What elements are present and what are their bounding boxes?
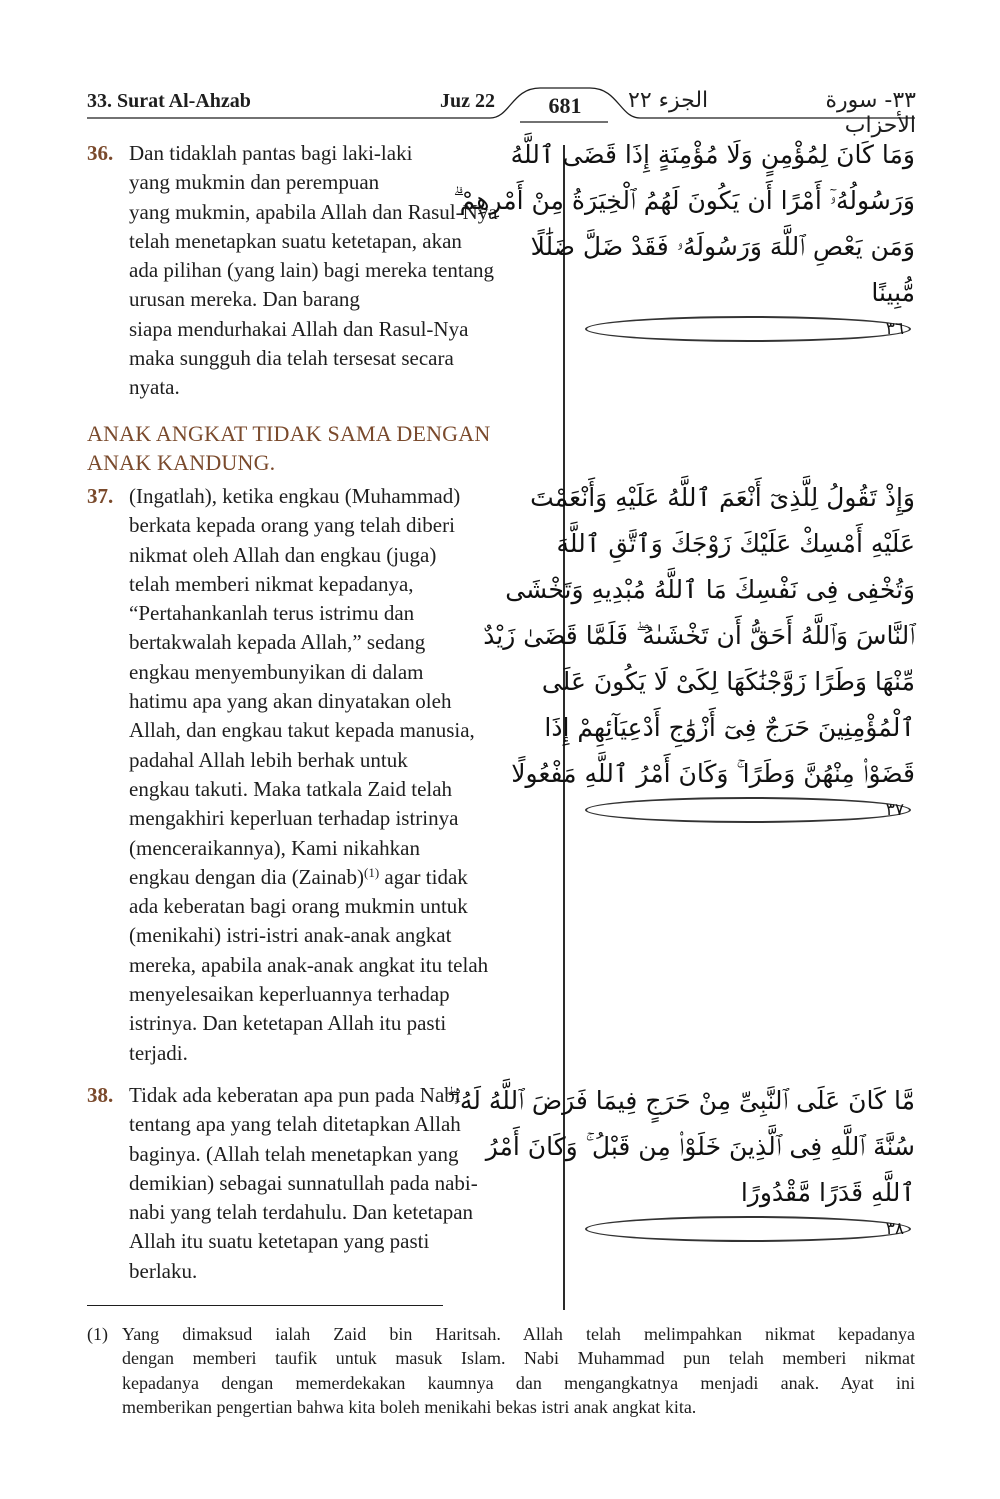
verse-line: Tidak ada keberatan apa pun pada Nabi — [129, 1083, 461, 1107]
arabic-line: وَرَسُولُهُۥٓ أَمْرًا أَن يَكُونَ لَهُمُ ٱلْخِيَرَةُ مِنْ أَمْرِهِمْ ۗ — [453, 186, 915, 215]
verse-line: Allah itu suatu ketetapan yang pasti — [129, 1229, 430, 1254]
section-heading — [87, 419, 557, 477]
verse-line: menyelesaikan keperluannya terhadap — [129, 982, 450, 1007]
verse-line: mereka, apabila anak-anak angkat itu telah — [129, 952, 489, 977]
verse-line: nyata. — [129, 375, 180, 400]
arabic-line: مَّا كَانَ عَلَى ٱلنَّبِىِّ مِنْ حَرَجٍ فِيمَا فَرَضَ ٱللَّهُ لَهُۥ ۖ — [447, 1086, 915, 1115]
arabic-line: ٱلنَّاسَ وَٱللَّهُ أَحَقُّ أَن تَخْشَىٰهُ ۖ فَلَمَّا قَضَىٰ زَيْدٌ — [483, 621, 915, 650]
verse-line-with-footnote — [129, 863, 562, 892]
arabic-line-final — [511, 751, 915, 823]
verse-line: bertakwalah kepada Allah,” sedang — [129, 630, 426, 655]
footnote-line: dengan memberi taufik untuk masuk Islam. Nabi Muhammad pun telah memberi nikmat — [122, 1348, 915, 1369]
footnote-text — [122, 1322, 915, 1419]
page-number: 681 — [548, 93, 582, 118]
arabic-line: وَمَا كَانَ لِمُؤْمِنٍ وَلَا مُؤْمِنَةٍ إِذَا قَضَى ٱللَّهُ — [510, 140, 915, 169]
verse-line: berlaku. — [129, 1258, 198, 1283]
verse-line: urusan mereka. Dan barang — [129, 287, 360, 312]
verse-line: (menceraikannya), Kami nikahkan — [129, 835, 420, 860]
verse-line: baginya. (Allah telah menetapkan yang — [129, 1141, 459, 1166]
footnote-marker: (1) — [87, 1324, 108, 1344]
verse-line: mengakhiri keperluan terhadap istrinya — [129, 806, 459, 831]
arabic-line: ٱللَّهِ قَدَرًا مَّقْدُورًا — [740, 1178, 915, 1207]
arabic-line: مُّبِينًا — [871, 278, 915, 307]
verse-line: padahal Allah lebih berhak untuk — [129, 747, 408, 772]
verse-38-arabic — [447, 1078, 915, 1242]
ayah-end-marker: ٣٨ — [585, 1216, 911, 1242]
verse-line: Dan tidaklah pantas bagi laki-laki — [129, 141, 413, 165]
arabic-line: ٱلْمُؤْمِنِينَ حَرَجٌ فِىٓ أَزْوَٰجِ أَدْعِيَآئِهِمْ إِذَا — [544, 713, 915, 742]
verse-line: (menikahi) istri-istri anak-anak angkat — [129, 923, 452, 948]
arabic-line: وَمَن يَعْصِ ٱللَّهَ وَرَسُولَهُۥ فَقَدْ ضَلَّ ضَلَٰلًا — [530, 232, 915, 261]
verse-line: “Pertahankanlah terus istrimu dan — [129, 601, 415, 626]
ayah-end-marker: ٣٧ — [585, 797, 911, 823]
footnote-line: Yang dimaksud ialah Zaid bin Haritsah. Allah telah melimpahkan nikmat kepadanya — [122, 1324, 915, 1344]
footnote-rule — [87, 1305, 443, 1306]
footnote-reference[interactable]: (1) — [363, 864, 380, 880]
surah-title-latin: 33. Surat Al-Ahzab — [87, 90, 251, 112]
arabic-line: مِّنْهَا وَطَرًا زَوَّجْنَٰكَهَا لِكَىْ لَا يَكُونَ عَلَى — [541, 667, 915, 696]
arabic-line: وَإِذْ تَقُولُ لِلَّذِىٓ أَنْعَمَ ٱللَّهُ عَلَيْهِ وَأَنْعَمْتَ — [530, 483, 915, 512]
verse-line: (Ingatlah), ketika engkau (Muhammad) — [129, 484, 461, 508]
ayah-end-marker: ٣٦ — [585, 316, 911, 342]
verse-line: Allah, dan engkau takut kepada manusia, — [129, 718, 475, 743]
verse-line: nabi yang telah terdahulu. Dan ketetapan — [129, 1200, 474, 1225]
verse-line: berkata kepada orang yang telah diberi — [129, 513, 455, 538]
section-heading-line: ANAK KANDUNG. — [87, 450, 276, 475]
verse-line: nikmat oleh Allah dan engkau (juga) — [129, 542, 437, 567]
verse-line: ada keberatan bagi orang mukmin untuk — [129, 894, 468, 919]
verse-line: engkau menyembunyikan di dalam — [129, 659, 424, 684]
verse-37-translation — [87, 482, 562, 1068]
verse-line: ada pilihan (yang lain) bagi mereka tentang — [129, 258, 495, 283]
verse-number: 38. — [87, 1083, 114, 1107]
surah-title-arabic: ٣٣- سورة الأحزاب — [825, 88, 916, 138]
juz-label-arabic: الجزء ٢٢ — [628, 88, 709, 113]
verse-number: 36. — [87, 141, 114, 165]
arabic-line: وَتُخْفِى فِى نَفْسِكَ مَا ٱللَّهُ مُبْدِيهِ وَتَخْشَى — [505, 575, 915, 604]
arabic-line: قَضَوْا۟ مِنْهُنَّ وَطَرًا ۚ وَكَانَ أَمْرُ ٱللَّهِ مَفْعُولًا — [511, 759, 915, 788]
arabic-line-final — [585, 1170, 915, 1242]
verse-line: tentang apa yang telah ditetapkan Allah — [129, 1112, 461, 1137]
footnote-line: memberikan pengertian bahwa kita boleh menikahi bekas istri anak angkat kita. — [122, 1396, 697, 1417]
verse-line: yang mukmin, apabila Allah dan Rasul-Nya — [129, 199, 498, 224]
verse-line: yang mukmin dan perempuan — [129, 170, 380, 195]
footnote-line: kepadanya dengan memerdekakan kaumnya dan mengangkatnya menjadi anak. Ayat ini — [122, 1372, 915, 1393]
verse-36-arabic — [453, 132, 915, 342]
arabic-line: سُنَّةَ ٱللَّهِ فِى ٱلَّذِينَ خَلَوْا۟ مِن قَبْلُ ۚ وَكَانَ أَمْرُ — [485, 1132, 915, 1161]
verse-line: demikian) sebagai sunnatullah pada nabi- — [129, 1170, 478, 1195]
verse-line: siapa mendurhakai Allah dan Rasul-Nya — [129, 316, 469, 341]
verse-line: telah memberi nikmat kepadanya, — [129, 571, 414, 596]
arabic-line: عَلَيْهِ أَمْسِكْ عَلَيْكَ زَوْجَكَ وَٱتَّقِ ٱللَّهَ — [556, 529, 915, 558]
verse-line: hatimu apa yang akan dinyatakan oleh — [129, 689, 452, 714]
verse-line-text-continued: agar tidak — [379, 864, 468, 889]
verse-line: terjadi. — [129, 1040, 188, 1065]
verse-number: 37. — [87, 484, 114, 508]
verse-line: maka sungguh dia telah tersesat secara — [129, 346, 454, 371]
verse-line: engkau takuti. Maka tatkala Zaid telah — [129, 776, 453, 801]
verse-37-arabic — [483, 475, 915, 823]
section-heading-line: ANAK ANGKAT TIDAK SAMA DENGAN — [87, 421, 491, 446]
verse-line: istrinya. Dan ketetapan Allah itu pasti — [129, 1011, 447, 1036]
juz-label-latin: Juz 22 — [440, 90, 495, 112]
verse-line-text: engkau dengan dia (Zainab) — [129, 864, 364, 889]
verse-line: telah menetapkan suatu ketetapan, akan — [129, 228, 462, 253]
arabic-line-final — [585, 270, 915, 342]
